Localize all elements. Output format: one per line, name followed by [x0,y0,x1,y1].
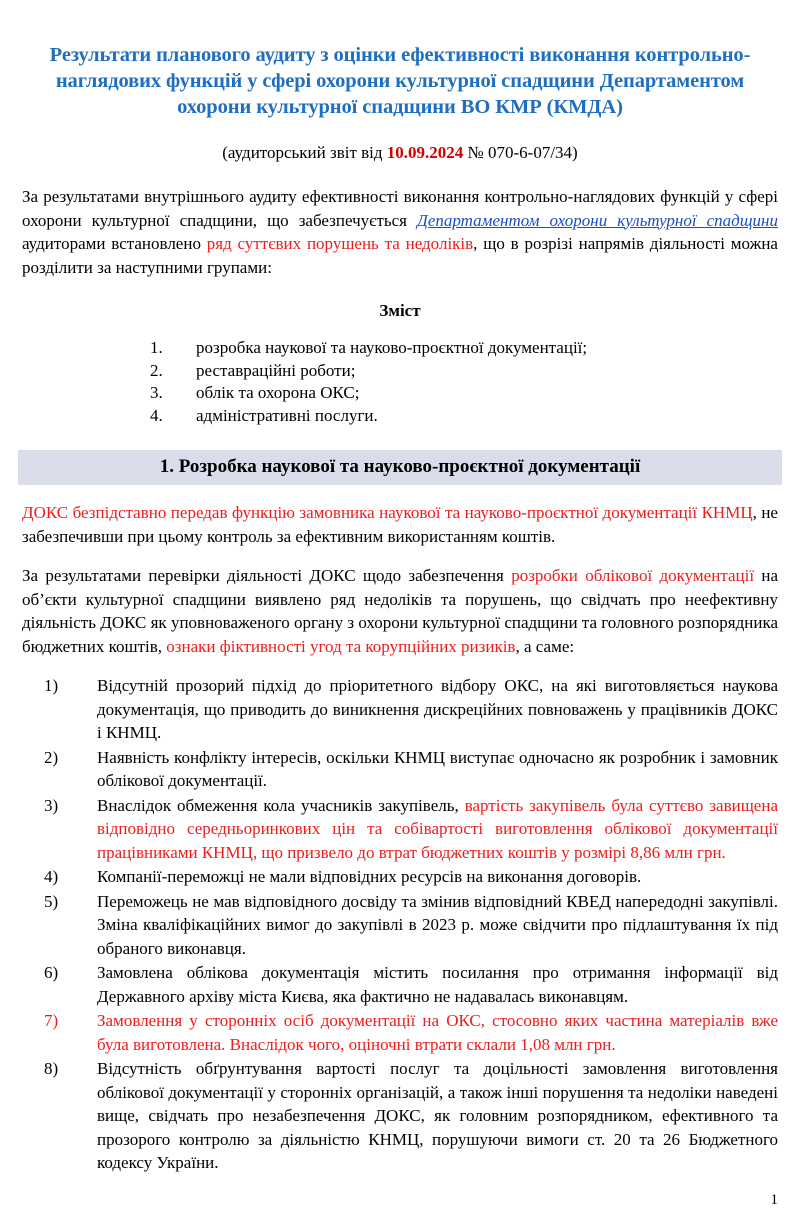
section-1-body-part3: , а саме: [515,636,575,656]
contents-item-3: облік та охорона ОКС; [196,383,360,402]
report-reference-suffix: № 070-6-07/34) [463,143,578,162]
finding-item-8 [44,1057,778,1175]
contents-item-4: адміністративні послуги. [196,405,378,425]
section-1-body-highlight2: ознаки фіктивності угод та корупційних ризиків [166,636,516,656]
section-1-findings-list [22,674,778,1175]
finding-text: Відсутність обґрунтування вартості послуг та доцільності замовлення виготовлення облікової документації у сторонніх організацій, а також інші порушення та недоліки наведені вище, свідчать про незабезпечення ДОКС, як головним розпорядником, ефективного та прозорого контролю за діяльністю КНМЦ, порушуючи вимоги ст. 20 та 26 Бюджетного кодексу України. [97,1059,778,1172]
page-title: Результати планового аудиту з оцінки ефективності виконання контрольно-наглядових функцій у сфері охорони культурної спадщини Департаментом охорони культурної спадщини ВО КМР (КМДА) [49,44,751,118]
report-reference-line [22,142,778,164]
section-1-body-highlight1: розробки облікової документації [511,566,755,585]
section-1-body-part2: на об’єкти культурної спадщини виявлено ряд недоліків та порушень, що свідчать про неефективну діяльність ДОКС як уповноваженого органу з охорони культурної спадщини та головного розпорядника бюджетних коштів, [22,566,778,656]
report-reference-prefix: (аудиторський звіт від [222,143,387,162]
finding-text: Компанії-переможці не мали відповідних ресурсів на виконання договорів. [97,867,642,886]
intro-text-part2: аудиторами встановлено [22,234,207,253]
contents-item-2: реставраційні роботи; [196,360,356,380]
finding-item-1 [44,674,778,745]
finding-item-6 [44,961,778,1008]
intro-text-part3: , що в розрізі напрямів діяльності можна розділити за наступними групами: [22,234,778,277]
finding-item-4 [44,865,778,889]
intro-highlight: ряд суттєвих порушень та недоліків [206,234,474,253]
department-link[interactable]: Департаментом охорони культурної спадщини [417,210,778,230]
intro-text-part1: За результатами внутрішнього аудиту ефективності виконання контрольно-наглядових функцій у сфері охорони культурної спадщини, що забезпечується [22,187,778,230]
section-1-lead-rest: , не забезпечивши при цьому контроль за ефективним використанням коштів. [22,503,778,546]
contents-item-1: розробка наукової та науково-проєктної документації; [196,338,588,357]
intro-paragraph [22,185,778,279]
section-1-body-part1: За результатами перевірки діяльності ДОКС щодо забезпечення [22,566,512,585]
finding-text: Відсутній прозорий підхід до пріоритетного відбору ОКС, на які виготовляється наукова документація, що приводить до виникнення дискреційних повноважень у працівників ДОКС і КНМЦ. [97,676,778,742]
page-number: 1 [770,1192,778,1208]
finding-text: Замовлення у сторонніх осіб документації на ОКС, стосовно яких частина матеріалів вже була виготовлена. Внаслідок чого, оціночні втрати склали 1,08 млн грн. [97,1011,778,1054]
finding-text: Замовлена облікова документація містить посилання про отримання інформації від Державного архіву міста Києва, яка фактично не надавалась виконавцям. [97,963,778,1006]
section-1-title: 1. Розробка наукової та науково-проєктної документації [159,456,641,477]
section-1-lead-highlight: ДОКС безпідставно передав функцію замовника наукової та науково-проєктної документації КНМЦ [22,503,753,522]
finding-item-2 [44,746,778,793]
finding-text: Наявність конфлікту інтересів, оскільки КНМЦ виступає одночасно як розробник і замовник облікової документації. [97,747,778,790]
finding-prefix: Внаслідок обмеження кола учасників закупівель, [97,795,465,815]
finding-highlight: вартість закупівель була суттєво завищена відповідно середньоринкових цін та собівартості виготовлення облікової документації працівниками КНМЦ, що призвело до втрат бюджетних коштів у розмірі 8,86 млн грн. [97,795,778,862]
finding-item-7 [44,1009,778,1056]
contents-list [22,337,778,427]
finding-text: Переможець не мав відповідного досвіду та змінив відповідний КВЕД напередодні закупівлі. Зміна кваліфікаційних вимог до закупівлі в 2023 р. може свідчити про підлаштування їх під обраного виконавця. [97,891,778,958]
contents-heading: Зміст [379,301,421,320]
report-date: 10.09.2024 [386,143,464,162]
section-1-body-paragraph [22,564,778,658]
finding-item-3 [44,794,778,865]
section-1-header-band [18,450,782,485]
finding-item-5 [44,890,778,961]
section-1-lead-paragraph [22,501,778,548]
